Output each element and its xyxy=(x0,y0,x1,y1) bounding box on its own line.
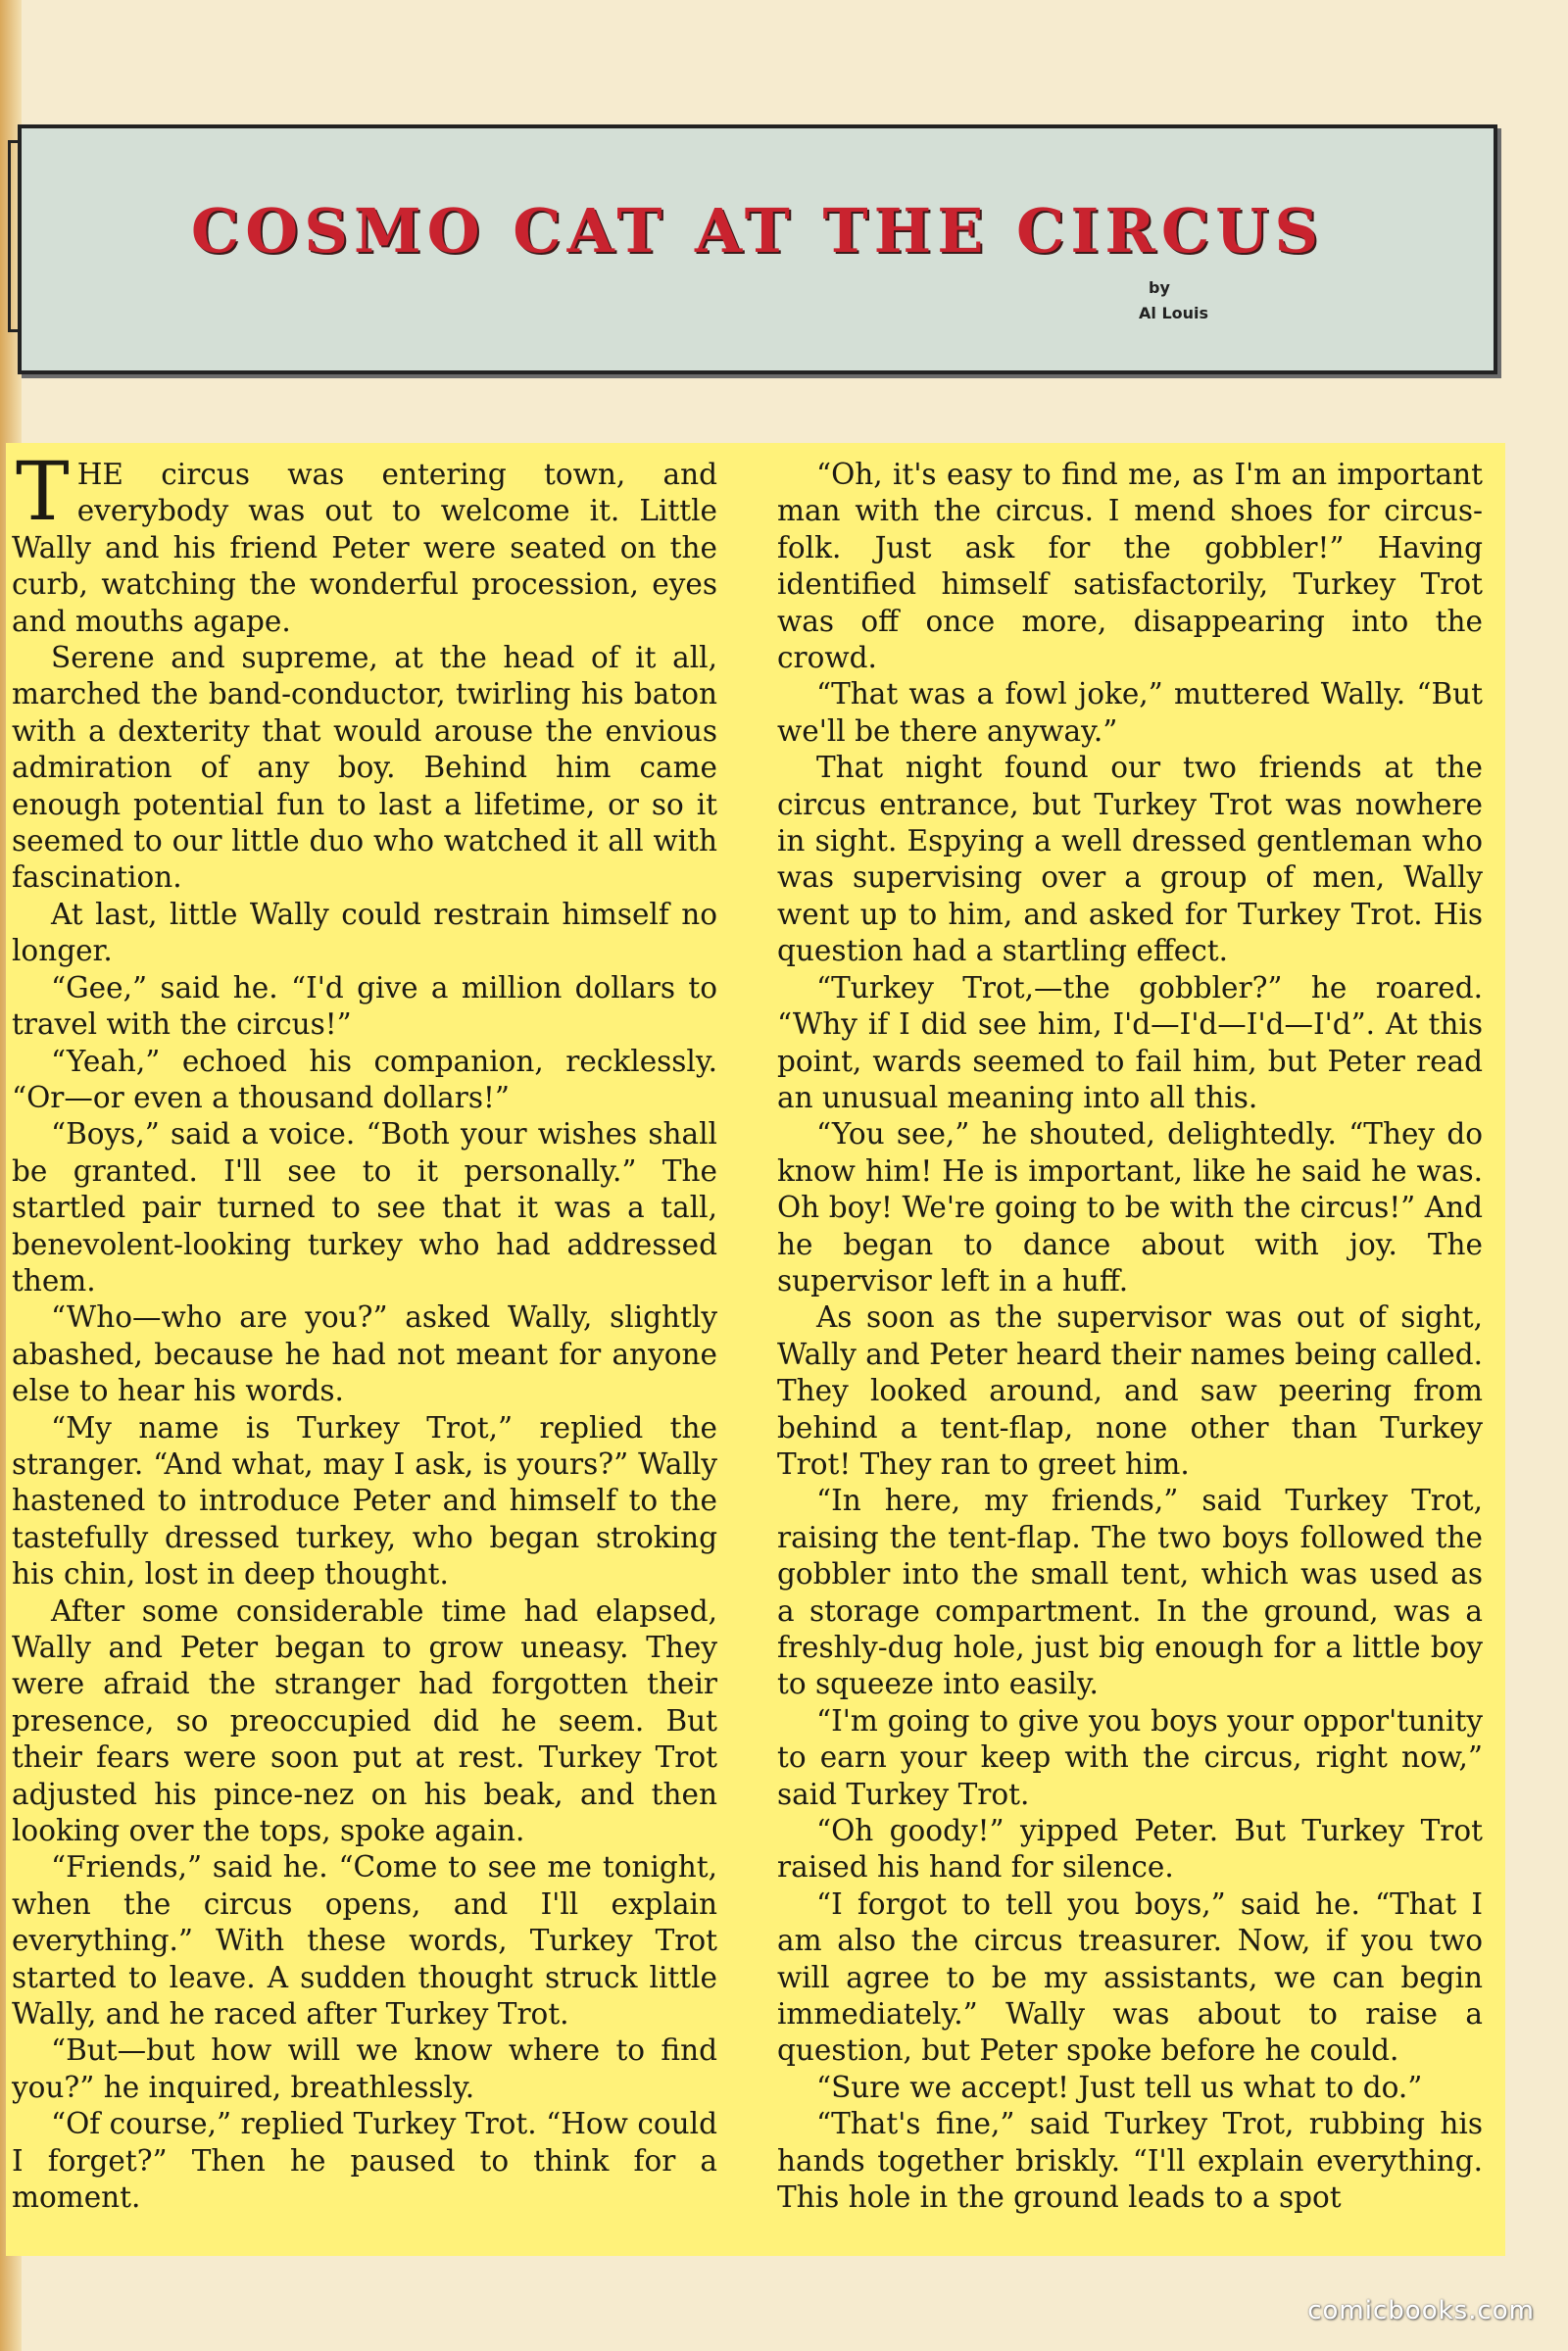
drop-cap: T xyxy=(16,446,70,539)
paragraph: “Sure we accept! Just tell us what to do.” xyxy=(816,2070,1423,2104)
paragraph: “Who—who are you?” asked Wally, slightly abashed, because he had not meant for anyone else to hear his words. xyxy=(12,1300,717,1408)
right-column xyxy=(777,457,1483,2217)
paragraph: “Gee,” said he. “I'd give a million dollars to travel with the circus!” xyxy=(12,970,717,1042)
paragraph: As soon as the supervisor was out of sight, Wally and Peter heard their names being called. They looked around, and saw peering from behind a tent-flap, none other than Turkey Trot! They ran to greet him. xyxy=(777,1300,1483,1481)
panel-bleed-mark xyxy=(8,140,21,332)
paragraph: Serene and supreme, at the head of it all, marched the band-conductor, twirling his baton with a dexterity that would arouse the envious admiration of any boy. Behind him came enough potential fun to last a lifetime, or so it seemed to our little duo who watched it all with fascination. xyxy=(12,641,717,895)
paragraph: “Of course,” replied Turkey Trot. “How could I forget?” Then he paused to think for a moment. xyxy=(12,2107,717,2215)
byline-author: Al Louis xyxy=(1139,304,1209,322)
paragraph: “You see,” he shouted, delightedly. “They do know him! He is important, like he said he was. Oh boy! We're going to be with the circus!” And he began to dance about with joy. The supervisor left in a huff. xyxy=(777,1117,1483,1298)
story-text-panel xyxy=(6,443,1505,2256)
paragraph: “I'm going to give you boys your oppor'tunity to earn your keep with the circus, right now,” said Turkey Trot. xyxy=(777,1703,1483,1811)
site-watermark: comicbooks.com xyxy=(1307,2296,1535,2326)
paragraph-text: HE circus was entering town, and everybody was out to welcome it. Little Wally and his friend Peter were seated on the curb, watching the wonderful procession, eyes and mouths agape. xyxy=(12,458,717,638)
paragraph: “Oh, it's easy to find me, as I'm an important man with the circus. I mend shoes for circus-folk. Just ask for the gobbler!” Having identified himself satisfactorily, Turkey Trot was off once more, disappearing into the crowd. xyxy=(777,458,1483,675)
byline xyxy=(1139,275,1208,326)
title-panel xyxy=(18,124,1497,374)
paragraph: “That was a fowl joke,” muttered Wally. “But we'll be there anyway.” xyxy=(777,677,1483,748)
byline-by: by xyxy=(1149,278,1170,297)
story-title: COSMO CAT AT THE CIRCUS xyxy=(190,195,1325,267)
paragraph: “In here, my friends,” said Turkey Trot, raising the tent-flap. The two boys followed the gobbler into the small tent, which was used as a storage compartment. In the ground, was a freshly-dug hole, just big enough for a little boy to squeeze into easily. xyxy=(777,1484,1483,1701)
paragraph: That night found our two friends at the circus entrance, but Turkey Trot was nowhere in sight. Espying a well dressed gentleman who was supervising over a group of men, Wally went up to him, and asked for Turkey Trot. His question had a startling effect. xyxy=(777,751,1483,968)
paragraph: “But—but how will we know where to find you?” he inquired, breathlessly. xyxy=(12,2033,717,2104)
paragraph: “I forgot to tell you boys,” said he. “That I am also the circus treasurer. Now, if you two will agree to be my assistants, we can begin immediately.” Wally was about to raise a question, but Peter spoke before he could. xyxy=(777,1886,1483,2068)
paragraph xyxy=(12,446,717,640)
paragraph: “That's fine,” said Turkey Trot, rubbing his hands together briskly. “I'll explain everything. This hole in the ground leads to a spot xyxy=(777,2107,1483,2215)
left-column xyxy=(12,446,717,2217)
paragraph: “Boys,” said a voice. “Both your wishes shall be granted. I'll see to it personally.” The startled pair turned to see that it was a tall, benevolent-looking turkey who had addressed them. xyxy=(12,1117,717,1298)
paragraph: At last, little Wally could restrain himself no longer. xyxy=(12,897,717,968)
paragraph: After some considerable time had elapsed, Wally and Peter began to grow uneasy. They were afraid the stranger had forgotten their presence, so preoccupied did he seem. But their fears were soon put at rest. Turkey Trot adjusted his pince-nez on his beak, and then looking over the tops, spoke again. xyxy=(12,1593,717,1848)
paragraph: “Turkey Trot,—the gobbler?” he roared. “Why if I did see him, I'd—I'd—I'd—I'd”. At this point, wards seemed to fail him, but Peter read an unusual meaning into all this. xyxy=(777,970,1483,1114)
paragraph: “My name is Turkey Trot,” replied the stranger. “And what, may I ask, is yours?” Wally hastened to introduce Peter and himself to the tastefully dressed turkey, who began stroking his chin, lost in deep thought. xyxy=(12,1410,717,1592)
paragraph: “Yeah,” echoed his companion, recklessly. “Or—or even a thousand dollars!” xyxy=(12,1044,717,1114)
paragraph: “Oh goody!” yipped Peter. But Turkey Trot raised his hand for silence. xyxy=(777,1814,1483,1885)
paragraph: “Friends,” said he. “Come to see me tonight, when the circus opens, and I'll explain everything.” With these words, Turkey Trot started to leave. A sudden thought struck little Wally, and he raced after Turkey Trot. xyxy=(12,1850,717,2032)
